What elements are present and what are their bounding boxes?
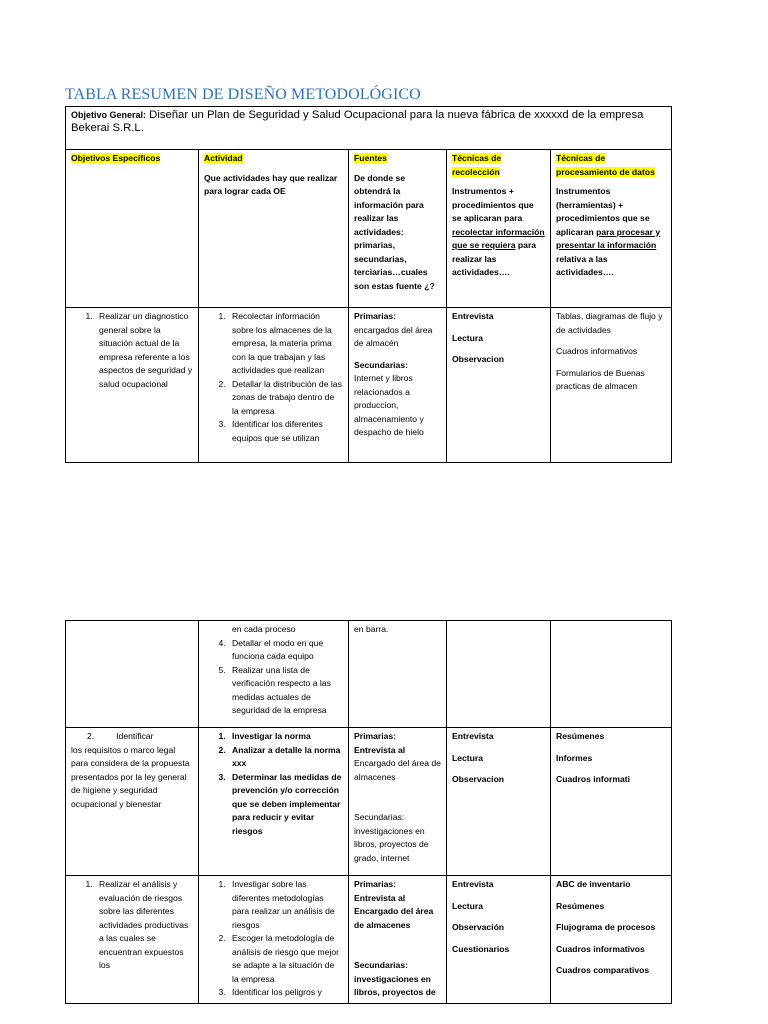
header-recoleccion-desc-underlined: recolectar información que se requiera	[452, 226, 545, 250]
row2-numero: 2.	[87, 731, 95, 741]
list-item: Observacion	[452, 774, 505, 784]
list-item: Entrevista	[452, 311, 494, 321]
row3-secundarias-label: Secundarias:	[354, 960, 408, 970]
list-item: Cuadros informativos	[556, 943, 645, 954]
table-row	[66, 728, 672, 876]
list-item: Cuestionarios	[452, 943, 510, 954]
row2-objetivo	[66, 728, 199, 876]
row3-actividad-1: 1. Investigar sobre las diferentes metodologías para realizar un análisis de riesgos	[228, 878, 343, 932]
row1cont-fuentes	[349, 621, 447, 728]
header-actividad	[199, 150, 349, 308]
row1cont-actividad-cont: en cada proceso	[232, 624, 296, 634]
objetivo-general-label: Objetivo General:	[71, 110, 147, 120]
row3-secundarias-text: investigaciones en libros, proyectos de	[354, 973, 436, 997]
header-recoleccion	[447, 150, 551, 308]
list-item: Cuadros informati	[556, 774, 631, 784]
row2-primarias-label: Primarias:	[354, 731, 397, 741]
row1-actividad-3: 3. Identificar los diferentes equipos que se utilizan	[228, 418, 343, 445]
methodology-table-page2	[65, 620, 672, 1004]
row1-actividad-1: 1. Recolectar información sobre los almacenes de la empresa, la materia prima con la que trabajan y las actividades que realizan	[228, 310, 343, 378]
row3-actividad-2: 2. Escoger la metodología de análisis de riesgo que mejor se adapte a la situación de la empresa	[228, 932, 343, 986]
list-item: Entrevista	[452, 731, 494, 741]
list-item: Cuadros informativos	[556, 346, 638, 356]
row3-fuentes	[349, 876, 447, 1004]
row1-objetivo-text: 1. Realizar un diagnostico general sobre la situación actual de la empresa referente a los aspectos de seguridad y salud ocupacional	[95, 310, 193, 391]
list-item: Resúmenes	[556, 900, 605, 911]
list-item: Flujograma de procesos	[556, 922, 656, 932]
header-row	[66, 150, 672, 308]
row2-objetivo-first: Identificar	[116, 731, 154, 741]
row1-actividad-2: 2. Detallar la distribución de las zonas de trabajo dentro de la empresa	[228, 378, 343, 419]
row3-primarias-text: Entrevista al Encargado del área de almacenes	[354, 892, 434, 930]
row2-objetivo-text: los requisitos o marco legal para considera de la propuesta presentados por la ley general de higiene y seguridad ocupacional y bienestar	[71, 744, 190, 809]
row3-procesamiento	[551, 876, 672, 1004]
header-objetivos-label: Objetivos Específicos	[71, 153, 161, 163]
list-item: Observacion	[452, 354, 505, 364]
list-item: Lectura	[452, 900, 484, 911]
header-actividad-label: Actividad	[204, 153, 243, 163]
row1-secundarias-label: Secundarias:	[354, 359, 408, 370]
row3-actividades	[199, 876, 349, 1004]
row1-primarias-label: Primarias:	[354, 311, 397, 321]
header-procesamiento-desc-part2: relativa a las actividades….	[556, 253, 614, 277]
list-item: Cuadros comparativos	[556, 965, 650, 975]
header-fuentes-label: Fuentes	[354, 153, 387, 163]
header-procesamiento-desc-underlined: para procesar y presentar la información	[556, 226, 661, 250]
header-recoleccion-label: Técnicas de recolección	[452, 153, 502, 177]
row1cont-recoleccion	[447, 621, 551, 728]
row2-primarias-text: Encargado del área de almacenes	[354, 758, 441, 782]
objetivo-general-row	[66, 107, 672, 150]
header-fuentes	[349, 150, 447, 308]
list-item: Lectura	[452, 752, 484, 763]
list-item: Formularios de Buenas practicas de almacen	[556, 367, 645, 391]
row1cont-actividades	[199, 621, 349, 728]
list-item: ABC de inventario	[556, 879, 631, 889]
row1-procesamiento	[551, 308, 672, 463]
objetivo-general-cell	[66, 107, 672, 150]
list-item: Informes	[556, 752, 593, 763]
row3-objetivo-text: 1. Realizar el análisis y evaluación de riesgos sobre las diferentes actividades productivas a las cuales se encuentran expuestos los	[95, 878, 193, 973]
row1cont-procesamiento	[551, 621, 672, 728]
header-fuentes-desc: De donde se obtendrá la información para realizar las actividades: primarias, secundarias, terciarias…cuales son estas fuente ¿?	[354, 172, 435, 291]
list-item: Entrevista	[452, 879, 494, 889]
row1cont-actividad-5: 5. Realizar una lista de verificación respecto a las medidas actuales de seguridad de la empresa	[228, 664, 343, 718]
header-recoleccion-desc	[452, 185, 545, 280]
row3-actividad-3: 3. Identificar los peligros y	[228, 986, 343, 1000]
row1-recoleccion	[447, 308, 551, 463]
document-title: TABLA RESUMEN DE DISEÑO METODOLÓGICO	[65, 86, 421, 103]
row1-fuentes	[349, 308, 447, 463]
row1-secundarias-text: Internet y libros relacionados a produccion, almacenamiento y despacho de hielo	[354, 373, 424, 437]
table-row	[66, 876, 672, 1004]
row2-secundarias-text: investigaciones en libros, proyectos de grado, internet	[354, 825, 429, 863]
row3-primarias-label: Primarias:	[354, 879, 397, 889]
row2-recoleccion	[447, 728, 551, 876]
list-item: Tablas, diagramas de flujo y de actividades	[556, 311, 663, 335]
methodology-table-page1	[65, 106, 672, 463]
objetivo-general-text: Diseñar un Plan de Seguridad y Salud Ocupacional para la nueva fábrica de xxxxxd de la empresa Bekerai S.R.L.	[71, 109, 644, 134]
header-recoleccion-desc-part1: Instrumentos + procedimientos que se aplicaran para	[452, 186, 534, 223]
table-row	[66, 621, 672, 728]
row1-primarias-text: encargados del área de almacén	[354, 324, 433, 348]
header-recoleccion-desc-part2: para realizar las actividades….	[452, 240, 537, 277]
row3-recoleccion	[447, 876, 551, 1004]
header-procesamiento-desc	[556, 185, 666, 280]
list-item: Resúmenes	[556, 731, 605, 741]
row2-actividad-3: 3. Determinar las medidas de prevención y/o corrección que se deben implementar para reducir y evitar riesgos	[228, 771, 343, 839]
row2-actividad-1: 1. Investigar la norma	[228, 730, 343, 744]
header-actividad-desc: Que actividades hay que realizar para lograr cada OE	[204, 172, 338, 196]
header-procesamiento-desc-part1: Instrumentos (herramientas) + procedimientos que se aplicaran	[556, 186, 650, 237]
row1cont-actividad-4: 4. Detallar el modo en que funciona cada equipo	[228, 637, 343, 664]
row1cont-objetivo	[66, 621, 199, 728]
row1cont-fuentes-text: en barra.	[354, 624, 389, 634]
row1-actividades	[199, 308, 349, 463]
row1-objetivo	[66, 308, 199, 463]
row3-objetivo	[66, 876, 199, 1004]
row2-objetivo-first-line	[71, 730, 193, 744]
row2-actividad-2: 2. Analizar a detalle la norma xxx	[228, 744, 343, 771]
header-procesamiento	[551, 150, 672, 308]
list-item: Observación	[452, 922, 505, 932]
header-procesamiento-label: Técnicas de procesamiento de datos	[556, 153, 655, 177]
row2-secundarias-label: Secundarias:	[354, 812, 405, 822]
row2-actividades	[199, 728, 349, 876]
row2-fuentes	[349, 728, 447, 876]
row2-procesamiento	[551, 728, 672, 876]
row2-primarias-bold: Entrevista al	[354, 744, 406, 755]
header-objetivos	[66, 150, 199, 308]
table-row	[66, 308, 672, 463]
list-item: Lectura	[452, 332, 484, 343]
